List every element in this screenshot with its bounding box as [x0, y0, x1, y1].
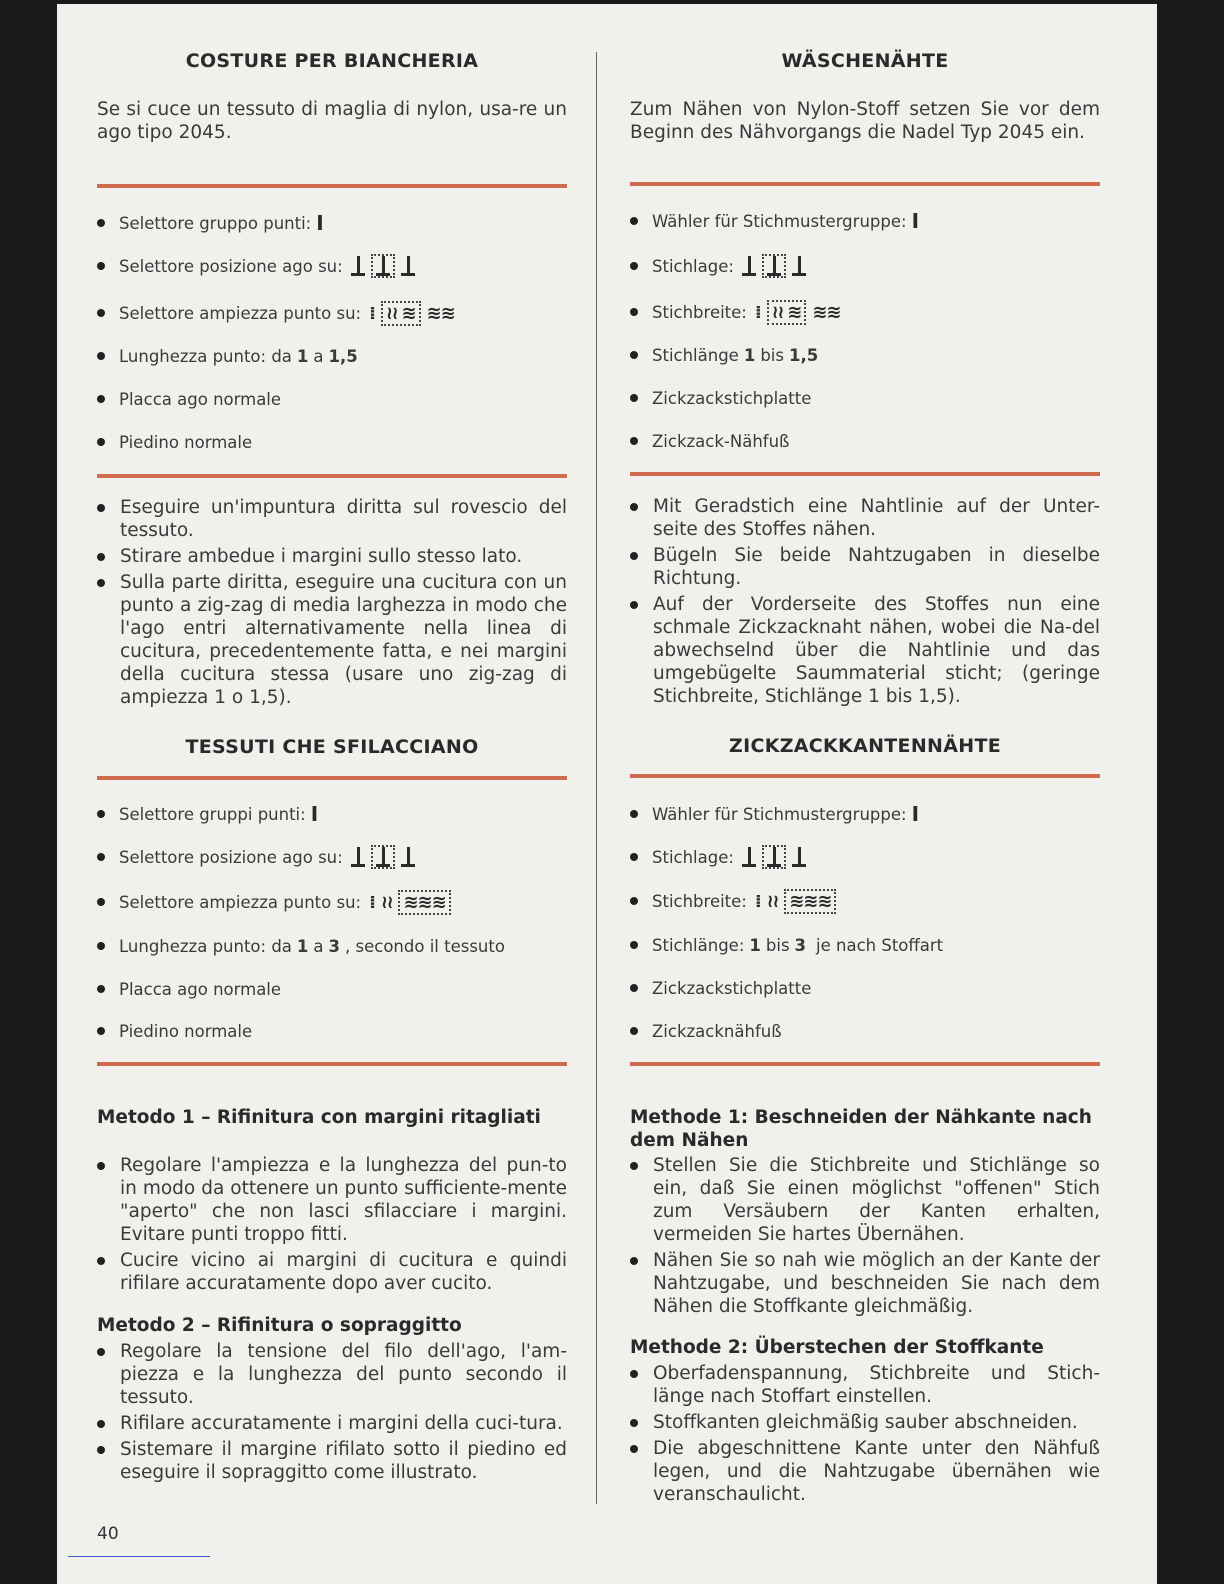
setting-needle-plate: Placca ago normale	[97, 386, 567, 412]
setting-stitch-group: Selettore gruppi punti: I	[97, 801, 567, 827]
list-item: Oberfadenspannung, Stichbreite und Stich-länge nach Stoffart einstellen.	[630, 1362, 1100, 1408]
intro-text: Zum Nähen von Nylon-Stoff setzen Sie vor dem Beginn des Nähvorgangs die Nadel Typ 2045 ein.	[630, 99, 1100, 143]
zigzag-width-icon: ⁞ ≀≀ ≋≋≋	[755, 889, 837, 914]
list-item: Regolare l'ampiezza e la lunghezza del pun-to in modo da ottenere un punto sufficiente-mente "aperto" che non lasci sfilacciare i margini. Evitare punti troppo fitti.	[97, 1154, 567, 1246]
setting-needle-plate: Placca ago normale	[97, 976, 567, 1002]
method-title: Methode 1: Beschneiden der Nähkante nach dem Nähen	[630, 1107, 1092, 1151]
setting-needle-position: Stichlage:	[630, 844, 1100, 870]
method-title: Metodo 2 – Rifinitura o sopraggitto	[97, 1315, 462, 1336]
setting-stitch-length: Lunghezza punto: da 1 a 1,5	[97, 343, 567, 369]
list-item: Sulla parte diritta, eseguire una cucitura con un punto a zig-zag di media larghezza in modo che l'ago entri alternativamente nella linea di cucitura, precedentemente fatta, e nei margini della cucitura stessa (usare uno zig-zag di ampiezza 1 o 1,5).	[97, 571, 567, 709]
setting-presser-foot: Zickzacknähfuß	[630, 1018, 1100, 1044]
page-number: 40	[97, 1524, 119, 1544]
method-title: Metodo 1 – Rifinitura con margini ritagliati	[97, 1107, 541, 1128]
section-rule	[97, 474, 567, 478]
list-item: Regolare la tensione del filo dell'ago, l'am-piezza e la lunghezza del punto secondo il tessuto.	[97, 1340, 567, 1409]
needle-position-icon	[351, 845, 415, 869]
instruction-list	[97, 1340, 567, 1487]
setting-stitch-group: Wähler für Stichmustergruppe: I	[630, 208, 1100, 234]
setting-stitch-width: Selettore ampiezza punto su: ⁞ ≀≀ ≋≋≋	[97, 889, 567, 915]
list-item: Die abgeschnittene Kante unter den Nähfuß legen, und die Nahtzugabe übernähen wie veranschaulicht.	[630, 1437, 1100, 1506]
instruction-list	[97, 1154, 567, 1298]
list-item: Stoffkanten gleichmäßig sauber abschneiden.	[630, 1411, 1100, 1434]
setting-stitch-length: Stichlänge 1 bis 1,5	[630, 342, 1100, 368]
needle-position-icon	[742, 845, 806, 869]
section-title: ZICKZACKKANTENNÄHTE	[729, 735, 1001, 757]
setting-presser-foot: Piedino normale	[97, 1018, 567, 1044]
setting-needle-plate: Zickzackstichplatte	[630, 975, 1100, 1001]
setting-presser-foot: Piedino normale	[97, 429, 567, 455]
intro-text: Se si cuce un tessuto di maglia di nylon, usa-re un ago tipo 2045.	[97, 99, 567, 143]
needle-position-icon	[351, 254, 415, 278]
method-title: Methode 2: Überstechen der Stoffkante	[630, 1337, 1044, 1358]
column-divider	[596, 52, 597, 1504]
setting-stitch-group: Selettore gruppo punti: I	[97, 210, 567, 236]
instruction-list	[97, 496, 567, 712]
setting-stitch-width: Stichbreite: ⁞ ≀≀ ≋ ≋≋	[630, 299, 1100, 325]
instruction-list	[630, 1154, 1100, 1321]
setting-stitch-length: Lunghezza punto: da 1 a 3 , secondo il tessuto	[97, 933, 567, 959]
section-rule	[630, 774, 1100, 778]
setting-stitch-group: Wähler für Stichmustergruppe: I	[630, 801, 1100, 827]
zigzag-width-icon: ⁞ ≀≀ ≋ ≋≋	[754, 301, 841, 323]
list-item: Stirare ambedue i margini sullo stesso lato.	[97, 545, 567, 568]
list-item: Auf der Vorderseite des Stoffes nun eine schmale Zickzacknaht nähen, wobei die Na-del abwechselnd über die Nahtlinie und das umgebügelte Saummaterial sticht; (geringe Stichbreite, Stichlänge 1 bis 1,5).	[630, 593, 1100, 708]
list-item: Eseguire un'impuntura diritta sul rovescio del tessuto.	[97, 496, 567, 542]
section-rule	[630, 1062, 1100, 1066]
instruction-list	[630, 1362, 1100, 1509]
setting-needle-position: Selettore posizione ago su:	[97, 844, 567, 870]
setting-needle-position: Selettore posizione ago su:	[97, 253, 567, 279]
setting-stitch-length: Stichlänge: 1 bis 3 je nach Stoffart	[630, 932, 1100, 958]
list-item: Cucire vicino ai margini di cucitura e quindi rifilare accuratamente dopo aver cucito.	[97, 1249, 567, 1295]
setting-stitch-width: Stichbreite: ⁞ ≀≀ ≋≋≋	[630, 888, 1100, 914]
section-rule	[97, 776, 567, 780]
instruction-list	[630, 495, 1100, 711]
setting-needle-position: Stichlage:	[630, 253, 1100, 279]
section-rule	[97, 184, 567, 188]
needle-position-icon	[742, 254, 806, 278]
setting-stitch-width: Selettore ampiezza punto su: ⁞ ≀≀ ≋ ≋≋	[97, 300, 567, 326]
list-item: Nähen Sie so nah wie möglich an der Kante der Nahtzugabe, und beschneiden Sie nach dem Nähen die Stoffkante gleichmäßig.	[630, 1249, 1100, 1318]
manual-page	[57, 4, 1157, 1584]
setting-presser-foot: Zickzack-Nähfuß	[630, 428, 1100, 454]
zigzag-width-icon: ⁞ ≀≀ ≋≋≋	[369, 890, 451, 915]
list-item: Bügeln Sie beide Nahtzugaben in dieselbe Richtung.	[630, 544, 1100, 590]
section-rule	[630, 472, 1100, 476]
zigzag-width-icon: ⁞ ≀≀ ≋ ≋≋	[369, 302, 455, 324]
list-item: Mit Geradstich eine Nahtlinie auf der Unter-seite des Stoffes nähen.	[630, 495, 1100, 541]
setting-needle-plate: Zickzackstichplatte	[630, 385, 1100, 411]
section-rule	[97, 1062, 567, 1066]
section-title: WÄSCHENÄHTE	[781, 50, 949, 72]
list-item: Sistemare il margine rifilato sotto il piedino ed eseguire il sopraggitto come illustrato.	[97, 1438, 567, 1484]
list-item: Stellen Sie die Stichbreite und Stichlänge so ein, daß Sie einen möglichst "offenen" Stich zum Versäubern der Kanten erhalten, vermeiden Sie hartes Übernähen.	[630, 1154, 1100, 1246]
section-rule	[630, 182, 1100, 186]
list-item: Rifilare accuratamente i margini della cuci-tura.	[97, 1412, 567, 1435]
section-title: COSTURE PER BIANCHERIA	[185, 50, 479, 72]
bottom-rule	[68, 1556, 210, 1557]
section-title: TESSUTI CHE SFILACCIANO	[185, 736, 479, 758]
